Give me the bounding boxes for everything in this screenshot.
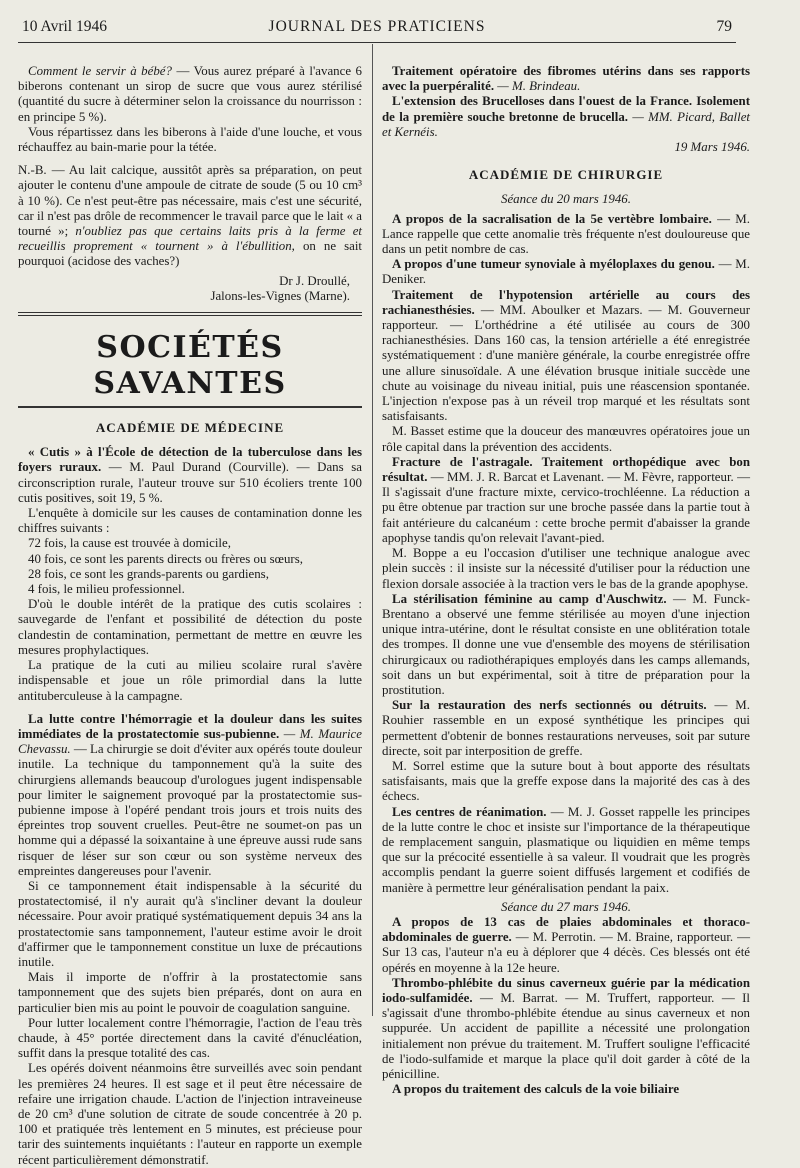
article-title: La lutte contre l'hémorragie et la douleur dans les suites immédiates de la prostatectomie sus-pubienne. — [18, 711, 362, 741]
article-fibromes — [382, 64, 750, 94]
session-date: Séance du 27 mars 1946. — [501, 899, 631, 914]
article-astragale — [382, 455, 750, 546]
article-tumeur — [382, 257, 750, 287]
article-reanimation — [382, 805, 750, 896]
article-title: A propos de la sacralisation de la 5e vertèbre lombaire. — [392, 211, 712, 226]
report-date: 19 Mars 1946. — [674, 140, 750, 155]
article-nerfs — [382, 698, 750, 759]
article-plaies — [382, 915, 750, 976]
right-column — [382, 64, 750, 1097]
nb-text: N.-B. — Au lait calcique, aussitôt après sa préparation, on peut ajouter le contenu d'une ampoule de citrate de soude (5 ou 10 cm³ à 10 %). Ce n'est peut-être pas nécessaire, mais c'est une sécurité, car il n'est pas drôle de recommencer le travail parce que le lait « a tourné »; — [18, 163, 362, 239]
article-text: — M. Rouhier rassemble en un exposé synthétique les principes qui permettent d'obtenir de bonnes restaurations nerveuses, soit par suture directe, soit par interposition de greffe. — [382, 698, 750, 758]
article-paragraph: M. Basset estime que la douceur des manœuvres opératoires joue un rôle capital dans la prévention des accidents. — [382, 424, 750, 454]
article-thrombophlebite — [382, 976, 750, 1082]
article-title: Thrombo-phlébite du sinus caverneux guérie par la médication iodo-sulfamidée. — [382, 975, 750, 1005]
article-paragraph: D'où le double intérêt de la pratique des cutis scolaires : sauvegarde de l'enfant et possibilité de détection du poste clandestin de contamination, permettant de mettre en œuvre les mesures prophylactiques. — [18, 597, 362, 657]
header-rule — [18, 42, 736, 43]
article-cutis — [18, 445, 362, 506]
issue-date: 10 Avril 1946 — [22, 18, 107, 35]
article-text: — M. Barrat. — M. Truffert, rapporteur. — Il s'agissait d'une thrombo-phlébite étendue au sinus caverneux et non suppurée. Un accident de papillite a nécessité une prolongation initialement non prévue du traitement. M. Truffert souligne l'efficacité de l'iodo-sulfamide et marque la place qu'il doit garder à côté de la pénicilline. — [382, 990, 750, 1081]
article-title: Traitement de l'hypotension artérielle au cours des rachianesthésies. — [382, 287, 750, 317]
article-hypotension — [382, 288, 750, 425]
article-paragraph: Pour lutter localement contre l'hémorragie, l'action de l'eau très chaude, à 45° portée directement dans la cavité d'énucléation, suffit dans la presque totalité des cas. — [18, 1015, 362, 1061]
article-paragraph: Si ce tamponnement était indispensable à la sécurité du prostatectomisé, il n'y aurait qu'à s'incliner devant la douleur nécessaire. Pour avoir pratiqué systématiquement depuis 34 ans la prostatectomie sans tamponnement, l'auteur estime avoir le droit d'affirmer que le tamponnement constitue un luxe de précautions inutile. — [18, 878, 362, 969]
article-text: — M. J. Gosset rappelle les principes de la lutte contre le choc et insiste sur l'importance de la thérapeutique de remplacement sanguin, plasmatique ou liquidien en même temps que sur la précocité essentielle à sa valeur. Il voudrait que les progrès accomplis pendant la guerre soient diffusés largement et codifiés de manière à permettre leur généralisation pendant la paix. — [382, 804, 750, 895]
intro-lead: Comment le servir à bébé? — [28, 64, 172, 78]
article-brucelloses — [382, 94, 750, 140]
article-author: — M. Maurice Chevassu. — [18, 726, 362, 757]
article-text: — MM. Aboulker et Mazars. — M. Gouverneur rapporteur. — L'orthédrine a été utilisée au cours de 300 rachianesthésies. Dans 160 cas, la tension artérielle a été enregistrée systématiquement : d'une manière générale, la courbe enregistrée offre une allure sinusoïdale. A une élévation brusque initiale succède une chute au voisinage du niveau initial, puis une réascension spontanée. L'injection n'expose pas à un réveil trop marqué et les résultats sont satisfaisants. — [382, 302, 750, 424]
article-title: « Cutis » à l'École de détection de la tuberculose dans les foyers ruraux. — [18, 445, 362, 475]
nb-paragraph — [18, 163, 362, 269]
list-item: 72 fois, la cause est trouvée à domicile, — [28, 536, 231, 551]
article-paragraph: L'enquête à domicile sur les causes de contamination donne les chiffres suivants : — [18, 506, 362, 536]
article-title: Sur la restauration des nerfs sectionnés ou détruits. — [392, 698, 707, 713]
nb-end: on ne sait pourquoi (acidose des vaches?) — [18, 239, 362, 269]
article-auschwitz — [382, 592, 750, 698]
journal-title: JOURNAL DES PRATICIENS — [268, 18, 486, 35]
article-paragraph: Mais il importe de n'offrir à la prostatectomie sans tamponnement que des sujets bien préparés, dont on aura en particulier bien mis au point le pouvoir de coagulation sanguine. — [18, 970, 362, 1015]
article-text: — M. Lance rappelle que cette anomalie très fréquente n'est douloureuse que dans un petit nombre de cas. — [382, 211, 750, 257]
article-text: — M. Funck-Brentano a observé une femme stérilisée au moyen d'une injection unique intra-utérine, dont le résultat consiste en une oblitération totale des trompes. Il donne une vue d'ensemble des moyens de stérilisation chirurgicaux ou radiothérapiques employés dans les camps allemands, soit dans un but expérimental, soit à titre de préparation pour la prostitution. — [382, 591, 751, 697]
article-paragraph: Les opérés doivent néanmoins être surveillés avec soin pendant les premières 24 heures. Il est sage et il peut être nécessaire de refaire une irrigation chaude. L'action de l'injection intraveineuse de 20 cm³ d'une solution de citrate de soude concentrée à 20 p. 100 et pratiquée très lentement en 5 minutes, est précieuse pour tarir des suintements inquiétants : l'auteur en rapporte un exemple récent particulièrement démonstratif. — [18, 1061, 362, 1167]
list-item: 40 fois, ce sont les parents directs ou frères ou sœurs, — [28, 551, 303, 566]
article-text: — M. Deniker. — [382, 257, 750, 287]
list-item: 28 fois, ce sont les grands-parents ou gardiens, — [28, 566, 269, 581]
section-title: SOCIÉTÉS SAVANTES — [93, 330, 287, 402]
article-text: — La chirurgie se doit d'éviter aux opérés toute douleur inutile. La technique du tamponnement qu'à la suite des chirurgiens allemands beaucoup d'urologues jugent indispensable pour limiter le saignement provoqué par la prostatectomie sus-pubienne impose à l'opéré pendant trois jours et trois nuits des épreintes trop souvent cruelles. Peut-être ne soumet-on pas un homme qui a dépassé la soixantaine à une épreuve aussi rude sans risquer de léser sur son cœur ou son système nerveux des empreintes dangereuses pour l'avenir. — [18, 742, 362, 878]
article-title: La stérilisation féminine au camp d'Auschwitz. — [392, 591, 667, 606]
article-title: A propos du traitement des calculs de la voie biliaire — [392, 1082, 680, 1097]
article-prostatectomie — [18, 712, 362, 879]
left-column — [18, 64, 362, 1168]
article-text: — M. Perrotin. — M. Braine, rapporteur. — Sur 13 cas, l'auteur n'a eu à déplorer que 4 décès. Ces blessés ont été opérés en moyenne à la 12e heure. — [382, 930, 750, 975]
article-title: A propos de 13 cas de plaies abdominales et thoraco-abdominales de guerre. — [382, 914, 750, 945]
column-separator — [372, 44, 373, 1016]
title-rule — [18, 406, 362, 408]
article-title: A propos d'une tumeur synoviale à myéloplaxes du genou. — [392, 257, 715, 272]
academy-heading: ACADÉMIE DE CHIRURGIE — [468, 167, 664, 183]
article-author: — M. Paul Durand (Courville). — [101, 460, 289, 475]
article-paragraph: La pratique de la cuti au milieu scolaire rural s'avère indispensable et joue un rôle primordial dans la lutte antituberculeuse à la campagne. — [18, 658, 362, 703]
intro-text: — Vous aurez préparé à l'avance 6 biberons contenant un sirop de sucre que vous aurez stérilisé (quantité du sucre à déterminer selon la croissance du nourrisson : en principe 5 %). — [18, 64, 362, 124]
article-paragraph: M. Boppe a eu l'occasion d'utiliser une technique analogue avec plein succès : il insiste sur la nécessité d'utiliser pour la réduction une flexion dorsale associée à la traction vers le bas de la grande apophyse. — [382, 546, 750, 591]
article-title: Les centres de réanimation. — [392, 804, 547, 819]
article-text: — Dans sa circonscription rurale, l'auteur trouve sur 510 écoliers trente 100 cutis positives, soit 19, 5 %. — [18, 460, 362, 505]
section-rule — [18, 312, 362, 316]
article-title: Traitement opératoire des fibromes utérins dans ses rapports avec la puerpéralité. — [382, 64, 750, 94]
list-item: 4 fois, le milieu professionnel. — [28, 582, 185, 597]
article-author: — MM. Picard, Ballet et Kernéis. — [382, 109, 750, 139]
article-calculs — [382, 1082, 750, 1097]
academy-heading: ACADÉMIE DE MÉDECINE — [95, 420, 285, 436]
signature-name: Dr J. Droullé, — [279, 273, 350, 288]
article-paragraph: M. Sorrel estime que la suture bout à bout apporte des résultats satisfaisants, mais que la greffe expose dans la majorité des cas à des échecs. — [382, 758, 750, 804]
nb-italic: n'oubliez pas que certains laits pris à la ferme et recueillis proprement « tournent » à l'ébullition, — [18, 224, 362, 254]
running-header — [22, 14, 732, 38]
signature-place: Jalons-les-Vignes (Marne). — [210, 288, 350, 303]
page-number: 79 — [716, 18, 732, 35]
article-title: Fracture de l'astragale. Traitement orthopédique avec bon résultat. — [382, 454, 750, 485]
intro-paragraph-2: Vous répartissez dans les biberons à l'aide d'une louche, et vous réchauffez au bain-marie pour la tétée. — [18, 124, 362, 155]
article-sacralisation — [382, 212, 750, 258]
session-date: Séance du 20 mars 1946. — [501, 192, 631, 207]
intro-paragraph — [18, 64, 362, 125]
article-author: — M. Brindeau. — [494, 79, 581, 94]
article-title: L'extension des Brucelloses dans l'ouest de la France. Isolement de la première souche bretonne de brucella. — [382, 94, 750, 124]
article-text: — MM. J. R. Barcat et Lavenant. — M. Fèvre, rapporteur. — Il s'agissait d'une fracture mixte, cervico-trochléenne. La réduction a pu être obtenue par traction sur une broche passée dans la partie tout à fait antérieure du calcanéum : cette broche permit d'abaisser la grande apophyse tandis qu'on relevait l'avant-pied. — [382, 470, 750, 545]
